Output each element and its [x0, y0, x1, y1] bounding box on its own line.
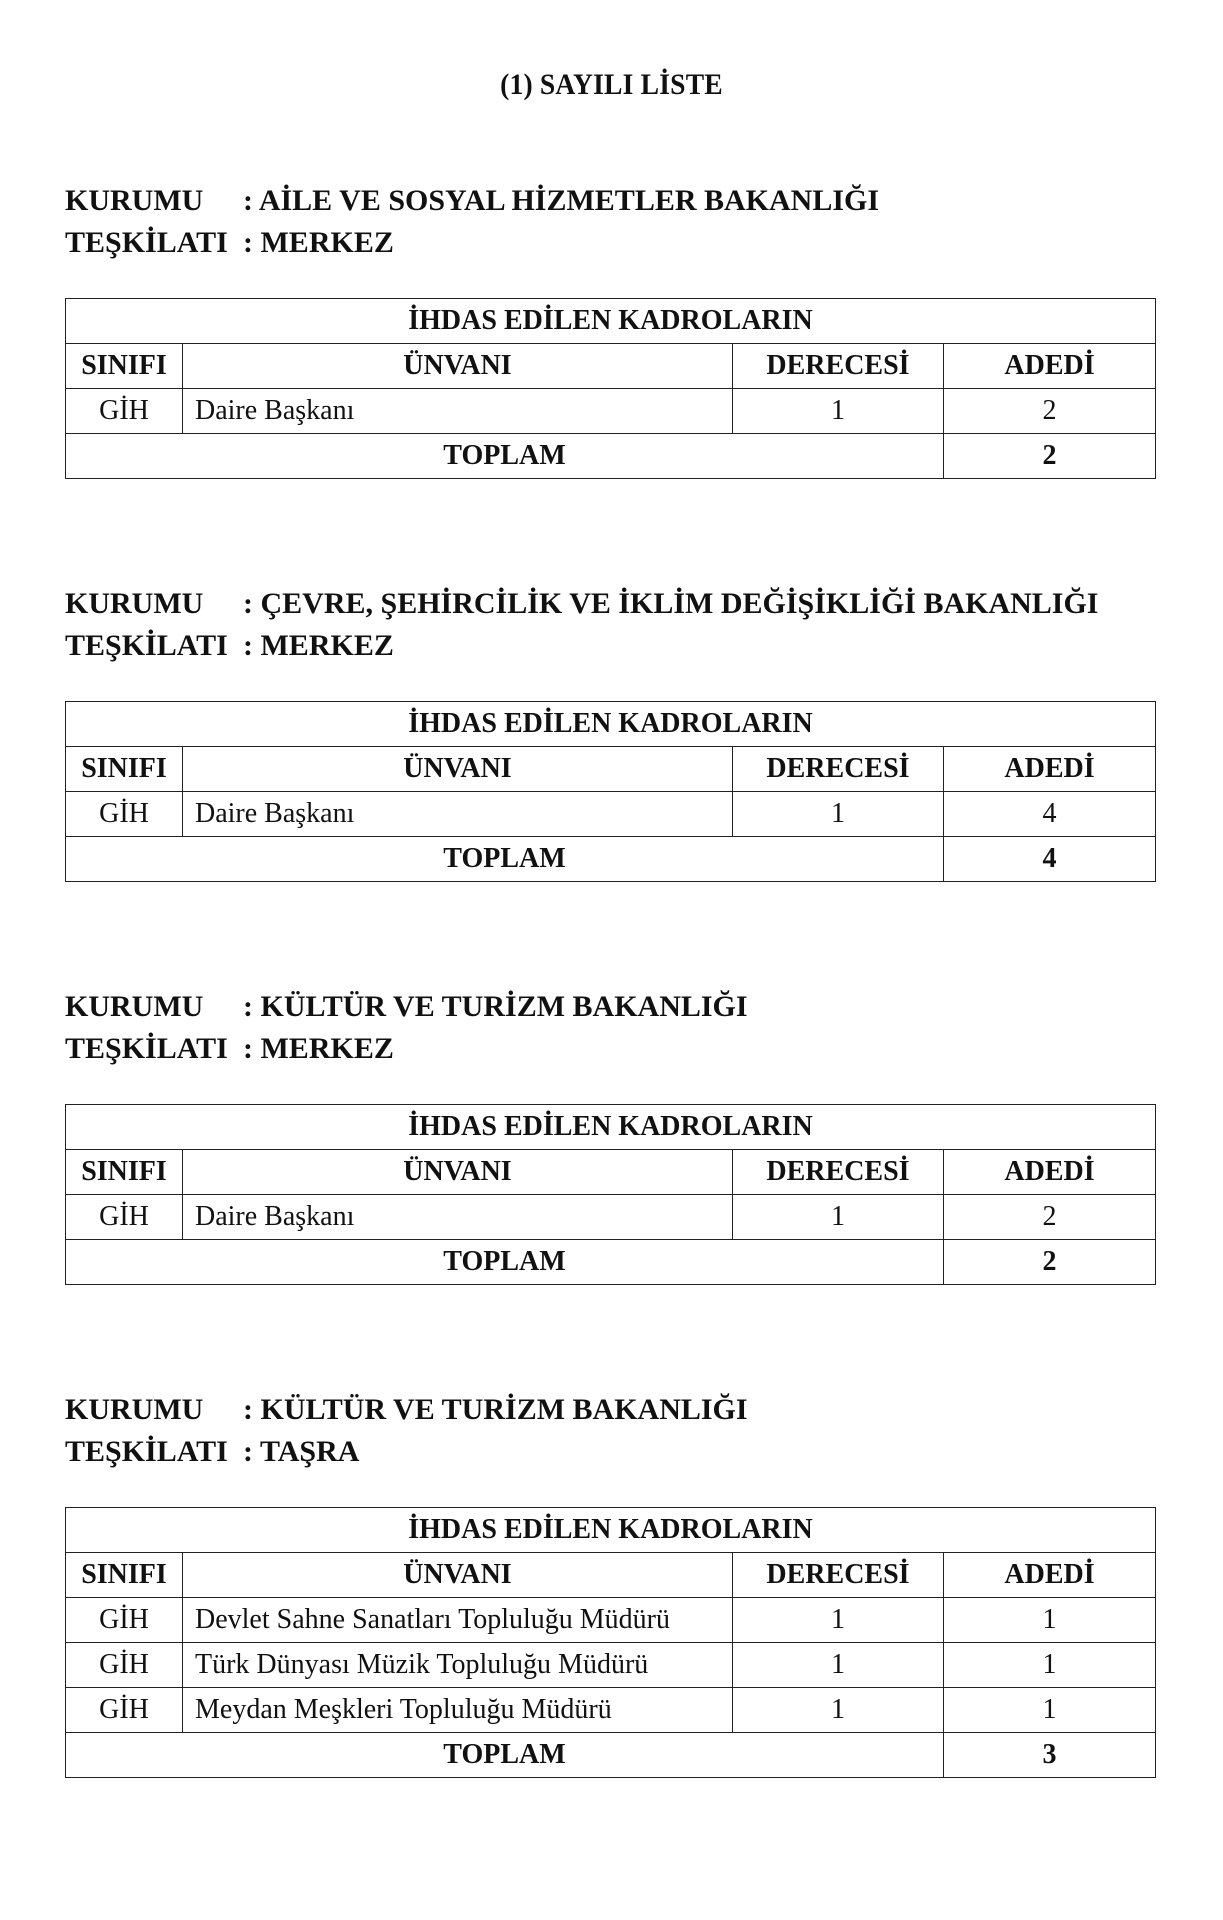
- cell-unvani: Türk Dünyası Müzik Topluluğu Müdürü: [183, 1643, 733, 1688]
- table-row: [66, 1643, 1156, 1688]
- kadro-table: [65, 1507, 1156, 1778]
- cell-sinifi: GİH: [66, 1643, 183, 1688]
- section-aile: [65, 180, 1155, 471]
- col-header-sinifi: SINIFI: [66, 344, 183, 389]
- cell-derecesi: 1: [733, 389, 944, 434]
- kurum-value: : KÜLTÜR VE TURİZM BAKANLIĞI: [243, 990, 748, 1023]
- total-row: [66, 837, 1156, 882]
- table-caption-row: [66, 1105, 1156, 1150]
- col-header-unvani: ÜNVANI: [183, 1553, 733, 1598]
- teskilat-key: TEŞKİLATI: [65, 629, 228, 662]
- teskilat-value: : MERKEZ: [243, 629, 394, 662]
- col-header-derecesi: DERECESİ: [733, 1150, 944, 1195]
- col-header-adedi: ADEDİ: [944, 344, 1156, 389]
- kurum-key: KURUMU: [65, 990, 204, 1023]
- teskilat-value: : TAŞRA: [243, 1435, 360, 1468]
- cell-sinifi: GİH: [66, 1598, 183, 1643]
- col-header-adedi: ADEDİ: [944, 747, 1156, 792]
- cell-adedi: 2: [944, 1195, 1156, 1240]
- teskilat-line: [65, 1028, 1155, 1070]
- kadro-table: [65, 298, 1156, 479]
- kurum-key: KURUMU: [65, 1393, 204, 1426]
- cell-adedi: 4: [944, 792, 1156, 837]
- kurum-value: : ÇEVRE, ŞEHİRCİLİK VE İKLİM DEĞİŞİKLİĞİ BAKANLIĞI: [243, 587, 1099, 620]
- cell-unvani: Daire Başkanı: [183, 792, 733, 837]
- table-row: [66, 1598, 1156, 1643]
- col-header-derecesi: DERECESİ: [733, 747, 944, 792]
- total-value: 2: [944, 1240, 1156, 1285]
- table-header-row: [66, 344, 1156, 389]
- page-title: (1) SAYILI LİSTE: [500, 68, 723, 101]
- cell-adedi: 1: [944, 1598, 1156, 1643]
- table-caption: İHDAS EDİLEN KADROLARIN: [66, 702, 1156, 747]
- col-header-derecesi: DERECESİ: [733, 1553, 944, 1598]
- teskilat-line: [65, 625, 1155, 667]
- total-row: [66, 1733, 1156, 1778]
- cell-adedi: 1: [944, 1643, 1156, 1688]
- total-row: [66, 434, 1156, 479]
- col-header-adedi: ADEDİ: [944, 1553, 1156, 1598]
- table-header-row: [66, 1553, 1156, 1598]
- cell-unvani: Meydan Meşkleri Topluluğu Müdürü: [183, 1688, 733, 1733]
- cell-derecesi: 1: [733, 1643, 944, 1688]
- table-row: [66, 1688, 1156, 1733]
- col-header-sinifi: SINIFI: [66, 747, 183, 792]
- teskilat-line: [65, 222, 1155, 264]
- table-row: [66, 1195, 1156, 1240]
- cell-derecesi: 1: [733, 792, 944, 837]
- teskilat-key: TEŞKİLATI: [65, 1435, 228, 1468]
- total-value: 3: [944, 1733, 1156, 1778]
- total-row: [66, 1240, 1156, 1285]
- total-value: 2: [944, 434, 1156, 479]
- col-header-unvani: ÜNVANI: [183, 747, 733, 792]
- table-header-row: [66, 747, 1156, 792]
- total-value: 4: [944, 837, 1156, 882]
- total-label: TOPLAM: [66, 1733, 944, 1778]
- total-label: TOPLAM: [66, 1240, 944, 1285]
- kurum-line: [65, 583, 1155, 625]
- table-caption: İHDAS EDİLEN KADROLARIN: [66, 1508, 1156, 1553]
- kadro-table: [65, 701, 1156, 882]
- col-header-unvani: ÜNVANI: [183, 344, 733, 389]
- col-header-unvani: ÜNVANI: [183, 1150, 733, 1195]
- kadro-table: [65, 1104, 1156, 1285]
- kurum-value: : AİLE VE SOSYAL HİZMETLER BAKANLIĞI: [243, 184, 880, 217]
- total-label: TOPLAM: [66, 837, 944, 882]
- cell-sinifi: GİH: [66, 1688, 183, 1733]
- section-kultur-merkez: [65, 986, 1155, 1277]
- cell-sinifi: GİH: [66, 792, 183, 837]
- teskilat-value: : MERKEZ: [243, 226, 394, 259]
- section-cevre: [65, 583, 1155, 874]
- cell-unvani: Devlet Sahne Sanatları Topluluğu Müdürü: [183, 1598, 733, 1643]
- table-header-row: [66, 1150, 1156, 1195]
- cell-derecesi: 1: [733, 1195, 944, 1240]
- teskilat-key: TEŞKİLATI: [65, 1032, 228, 1065]
- cell-unvani: Daire Başkanı: [183, 1195, 733, 1240]
- cell-sinifi: GİH: [66, 389, 183, 434]
- kurum-line: [65, 986, 1155, 1028]
- table-caption: İHDAS EDİLEN KADROLARIN: [66, 1105, 1156, 1150]
- table-caption-row: [66, 702, 1156, 747]
- col-header-adedi: ADEDİ: [944, 1150, 1156, 1195]
- section-kultur-tasra: [65, 1389, 1155, 1770]
- kurum-value: : KÜLTÜR VE TURİZM BAKANLIĞI: [243, 1393, 748, 1426]
- table-caption-row: [66, 299, 1156, 344]
- table-row: [66, 389, 1156, 434]
- kurum-key: KURUMU: [65, 587, 204, 620]
- col-header-sinifi: SINIFI: [66, 1553, 183, 1598]
- cell-adedi: 2: [944, 389, 1156, 434]
- kurum-line: [65, 1389, 1155, 1431]
- total-label: TOPLAM: [66, 434, 944, 479]
- col-header-derecesi: DERECESİ: [733, 344, 944, 389]
- cell-unvani: Daire Başkanı: [183, 389, 733, 434]
- table-caption: İHDAS EDİLEN KADROLARIN: [66, 299, 1156, 344]
- col-header-sinifi: SINIFI: [66, 1150, 183, 1195]
- teskilat-key: TEŞKİLATI: [65, 226, 228, 259]
- cell-sinifi: GİH: [66, 1195, 183, 1240]
- table-caption-row: [66, 1508, 1156, 1553]
- cell-derecesi: 1: [733, 1688, 944, 1733]
- kurum-key: KURUMU: [65, 184, 204, 217]
- kurum-line: [65, 180, 1155, 222]
- cell-derecesi: 1: [733, 1598, 944, 1643]
- cell-adedi: 1: [944, 1688, 1156, 1733]
- table-row: [66, 792, 1156, 837]
- teskilat-value: : MERKEZ: [243, 1032, 394, 1065]
- teskilat-line: [65, 1431, 1155, 1473]
